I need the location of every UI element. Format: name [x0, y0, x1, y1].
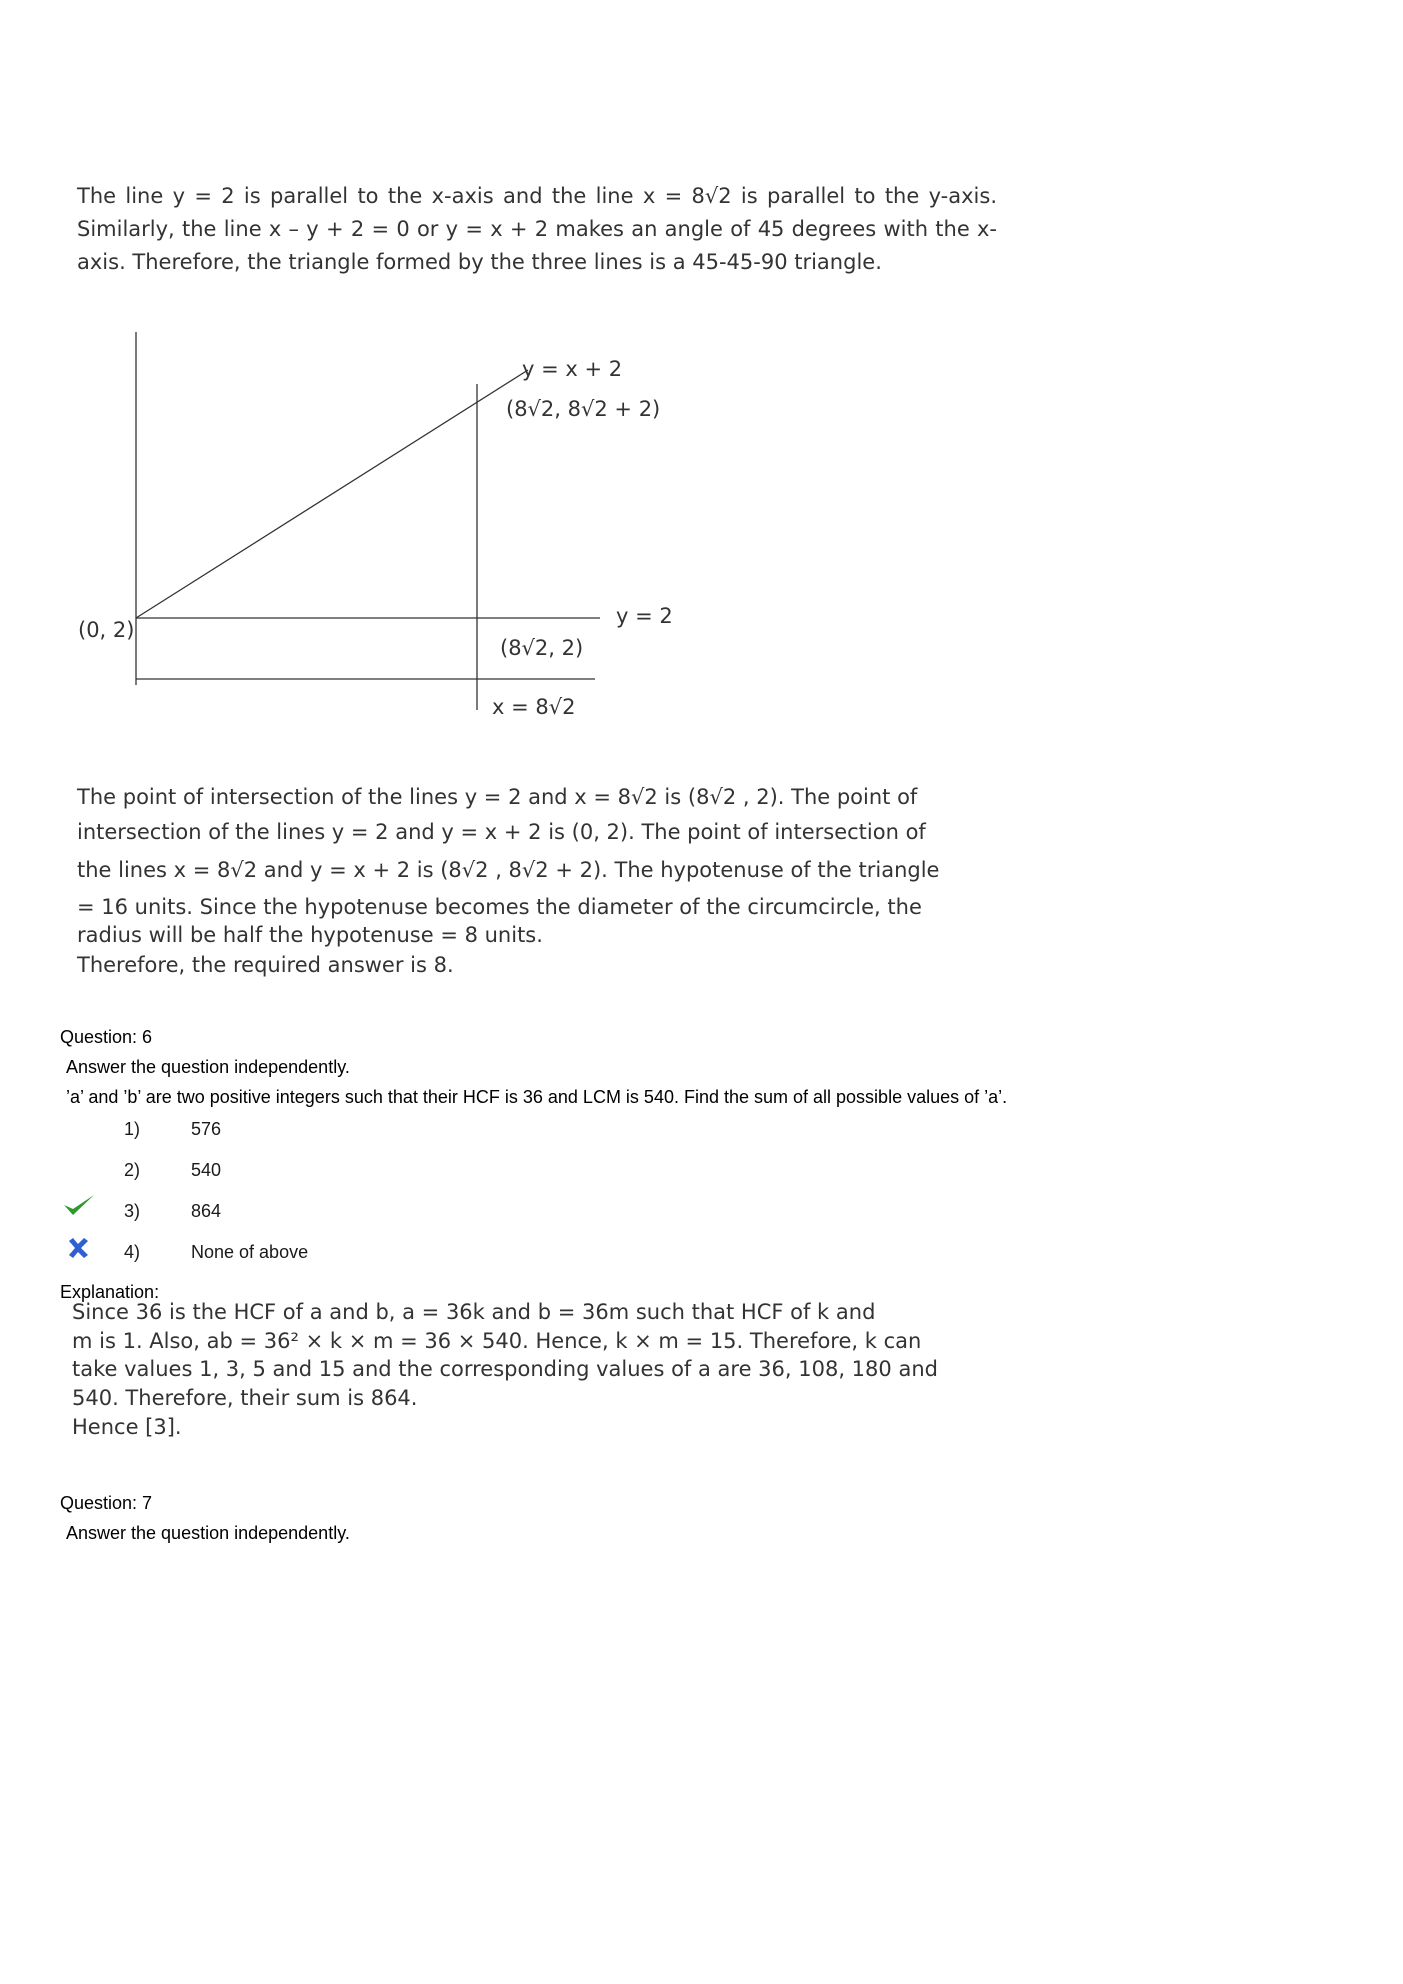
wrong-cross-icon: [66, 1236, 90, 1260]
correct-check-icon: [62, 1193, 96, 1219]
option-row[interactable]: [0, 1242, 600, 1272]
question7-heading: Question: 7: [60, 1493, 153, 1513]
solution-line: Therefore, the required answer is 8.: [77, 953, 454, 977]
solution-line: intersection of the lines y = 2 and y = x + 2 is (0, 2). The point of intersection of: [77, 820, 926, 844]
question6-heading: Question: 6: [60, 1027, 153, 1047]
option-row[interactable]: [0, 1160, 600, 1190]
triangle-diagram: [60, 320, 760, 740]
intro-paragraph: [77, 180, 997, 279]
label-hyp-line: y = x + 2: [522, 357, 623, 381]
hypotenuse-line: [136, 370, 528, 618]
label-origin-point: (0, 2): [78, 618, 135, 642]
explanation-line: 540. Therefore, their sum is 864.: [72, 1386, 418, 1410]
label-corner-point: (8√2, 2): [500, 636, 584, 660]
option-value: 576: [191, 1119, 222, 1139]
question6-instruction: Answer the question independently.: [66, 1057, 350, 1077]
explanation-line: m is 1. Also, ab = 36² × k × m = 36 × 540. Hence, k × m = 15. Therefore, k can: [72, 1329, 922, 1353]
label-top-point: (8√2, 8√2 + 2): [506, 397, 661, 421]
intro-text: The line y = 2 is parallel to the x-axis and the line x = 8√2 is parallel to the y-axis. Similarly, the line x – y + 2 = 0 or y = x + 2 makes an angle of 45 degrees with the x-axis. Therefore, the triangle formed by the three lines is a 45-45-90 triangle.: [77, 184, 997, 274]
solution-line: = 16 units. Since the hypotenuse becomes the diameter of the circumcircle, the: [77, 895, 922, 919]
explanation-line: Since 36 is the HCF of a and b, a = 36k and b = 36m such that HCF of k and: [72, 1300, 876, 1324]
question7-instruction: Answer the question independently.: [66, 1523, 350, 1543]
option-value: 540: [191, 1160, 222, 1180]
option-value: 864: [191, 1201, 222, 1221]
solution-line: The point of intersection of the lines y = 2 and x = 8√2 is (8√2 , 2). The point of: [77, 785, 918, 809]
explanation-line: Hence [3].: [72, 1415, 182, 1439]
explanation-line: take values 1, 3, 5 and 15 and the corresponding values of a are 36, 108, 180 and: [72, 1357, 938, 1381]
solution-line: radius will be half the hypotenuse = 8 units.: [77, 923, 543, 947]
option-number: 2): [124, 1160, 141, 1180]
option-number: 4): [124, 1242, 141, 1262]
option-value: None of above: [191, 1242, 309, 1262]
option-number: 1): [124, 1119, 141, 1139]
question6-text: ’a’ and ’b’ are two positive integers such that their HCF is 36 and LCM is 540. Find the sum of all possible values of ’a’.: [66, 1087, 1008, 1107]
solution-line: the lines x = 8√2 and y = x + 2 is (8√2 , 8√2 + 2). The hypotenuse of the triangle: [77, 858, 940, 882]
label-horizontal-line: y = 2: [616, 604, 673, 628]
option-number: 3): [124, 1201, 141, 1221]
label-vertical-line: x = 8√2: [492, 695, 576, 719]
option-row[interactable]: [0, 1119, 600, 1149]
explanation-label: Explanation:: [60, 1282, 160, 1302]
option-row[interactable]: [0, 1201, 600, 1231]
